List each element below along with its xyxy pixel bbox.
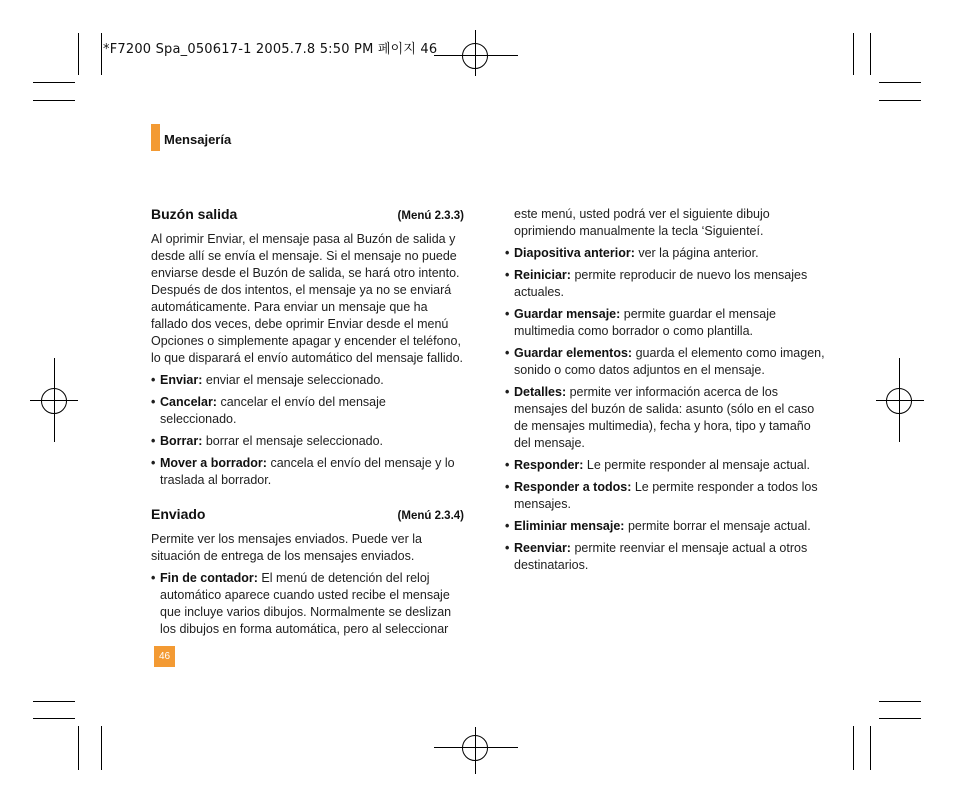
enviado-menu-ref: (Menú 2.3.4) <box>397 510 464 522</box>
list-item: • Reenviar: permite reenviar el mensaje actual a otros destinatarios. <box>505 540 825 574</box>
buzon-title: Buzón salida <box>151 206 238 222</box>
list-item: • Responder: Le permite responder al mensaje actual. <box>505 457 825 474</box>
enviado-intro: Permite ver los mensajes enviados. Puede ver la situación de entrega de los mensajes enviados. <box>151 532 422 563</box>
section-title: Mensajería <box>164 132 232 147</box>
list-item: • Guardar elementos: guarda el elemento como imagen, sonido o como datos adjuntos en el mensaje. <box>505 345 825 379</box>
enviado-heading <box>151 506 464 525</box>
list-item: • Responder a todos: Le permite responder a todos los mensajes. <box>505 479 825 513</box>
list-item: • Cancelar: cancelar el envío del mensaje seleccionado. <box>151 394 464 428</box>
left-column <box>151 206 464 643</box>
right-column <box>505 206 825 579</box>
list-item: • Guardar mensaje: permite guardar el mensaje multimedia como borrador o como plantilla. <box>505 306 825 340</box>
list-item: • Reiniciar: permite reproducir de nuevo los mensajes actuales. <box>505 267 825 301</box>
buzon-menu-ref: (Menú 2.3.3) <box>397 210 464 222</box>
page-number: 46 <box>154 646 175 667</box>
list-item: • Enviar: enviar el mensaje seleccionado. <box>151 372 464 389</box>
print-slug: *F7200 Spa_050617-1 2005.7.8 5:50 PM 페이지 46 <box>103 42 438 57</box>
list-item: • Detalles: permite ver información acerca de los mensajes del buzón de salida: asunto (sólo en el caso de mensajes multimedia), fecha y hora, tipo y tamaño del mensaje. <box>505 384 825 452</box>
list-item: • Diapositiva anterior: ver la página anterior. <box>505 245 825 262</box>
list-item: • Mover a borrador: cancela el envío del mensaje y lo traslada al borrador. <box>151 455 464 489</box>
list-item: • Borrar: borrar el mensaje seleccionado. <box>151 433 464 450</box>
list-item: • Eliminiar mensaje: permite borrar el mensaje actual. <box>505 518 825 535</box>
continuation-text: este menú, usted podrá ver el siguiente dibujo oprimiendo manualmente la tecla ‘Siguienteí. <box>514 207 770 238</box>
enviado-title: Enviado <box>151 506 206 522</box>
section-tab-marker <box>151 124 160 151</box>
buzon-heading <box>151 206 464 225</box>
buzon-intro: Al oprimir Enviar, el mensaje pasa al Buzón de salida y desde allí se envía el mensaje. Si el mensaje no puede enviarse desde el Buzón de salida, se hará otro intento. Después de dos intentos, el mensaje ya no se enviará automáticamente. Para enviar un mensaje que ha fallado dos veces, debe oprimir Enviar desde el menú Opciones o simplemente apagar y encender el teléfono, lo que disparará el envío automático del mensaje fallido. <box>151 232 463 365</box>
list-item: • Fin de contador: El menú de detención del reloj automático aparece cuando usted recibe el mensaje que incluye varios dibujos. Normalmente se deslizan los dibujos en forma automática, pero al seleccionar <box>151 570 464 638</box>
